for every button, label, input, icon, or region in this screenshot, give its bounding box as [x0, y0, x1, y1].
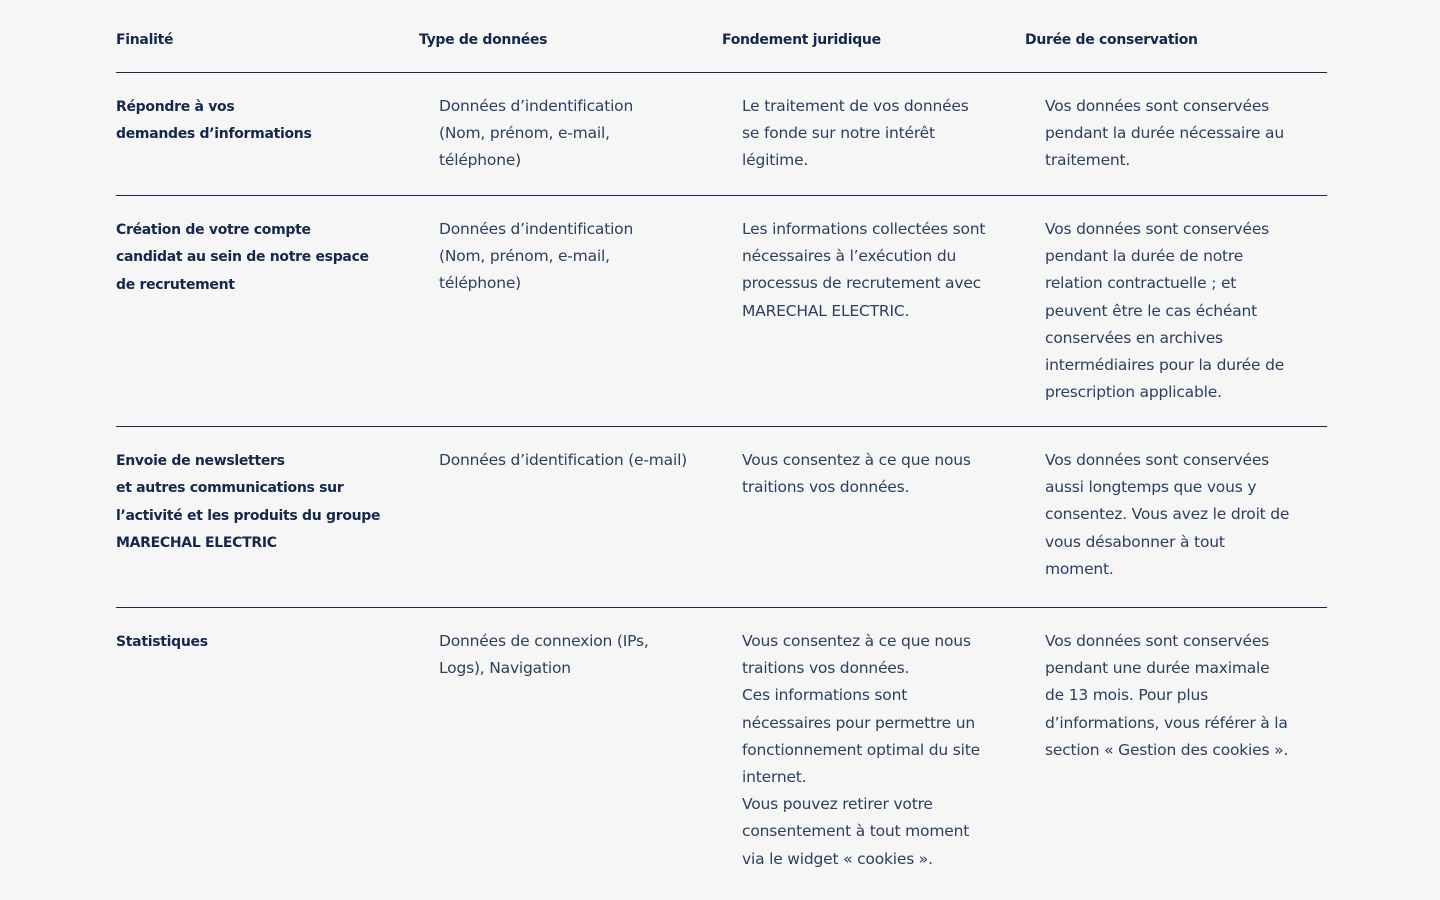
- cell-fondement: Vous consentez à ce que nous traitions vos données.: [742, 451, 971, 497]
- header-type-donnees: Type de données: [419, 32, 548, 48]
- cell-finalite: Création de votre compte candidat au sein de notre espace de recrutement: [116, 222, 369, 293]
- cell-fondement: Vous consentez à ce que nous traitions vos données. Ces informations sont nécessaires pour permettre un fonctionnement optimal du site internet. Vous pouvez retirer votre consentement à tout moment via le widget « cookies ».: [742, 632, 980, 868]
- cell-finalite: Envoie de newsletters et autres communications sur l’activité et les produits du groupe MARECHAL ELECTRIC: [116, 453, 381, 551]
- cell-duree: Vos données sont conservées pendant la durée de notre relation contractuelle ; et peuvent être le cas échéant conservées en archives intermédiaires pour la durée de prescription applicable.: [1045, 220, 1285, 402]
- cell-finalite: Répondre à vos demandes d’informations: [116, 99, 312, 143]
- cell-duree: Vos données sont conservées pendant la durée nécessaire au traitement.: [1045, 97, 1284, 170]
- cell-duree: Vos données sont conservées pendant une durée maximale de 13 mois. Pour plus d’informations, vous référer à la section « Gestion des cookies ».: [1045, 632, 1289, 759]
- cell-fondement: Les informations collectées sont nécessaires à l’exécution du processus de recrutement avec MARECHAL ELECTRIC.: [742, 220, 986, 320]
- cell-fondement: Le traitement de vos données se fonde sur notre intérêt légitime.: [742, 97, 969, 170]
- cell-type-donnees: Données de connexion (IPs, Logs), Navigation: [439, 632, 649, 678]
- table-row: [116, 608, 1327, 898]
- table-row: [116, 427, 1327, 608]
- table-row: [116, 196, 1327, 427]
- cell-duree: Vos données sont conservées aussi longtemps que vous y consentez. Vous avez le droit de vous désabonner à tout moment.: [1045, 451, 1290, 578]
- header-fondement-juridique: Fondement juridique: [722, 32, 881, 48]
- cell-finalite: Statistiques: [116, 634, 208, 650]
- header-duree-conservation: Durée de conservation: [1025, 32, 1198, 48]
- header-finalite: Finalité: [116, 32, 174, 48]
- cell-type-donnees: Données d’indentification (Nom, prénom, e-mail, téléphone): [439, 97, 634, 170]
- table-header-row: [116, 0, 1327, 73]
- table-row: [116, 73, 1327, 196]
- cell-type-donnees: Données d’identification (e-mail): [439, 451, 688, 469]
- data-processing-table: [116, 0, 1327, 898]
- cell-type-donnees: Données d’indentification (Nom, prénom, e-mail, téléphone): [439, 220, 634, 293]
